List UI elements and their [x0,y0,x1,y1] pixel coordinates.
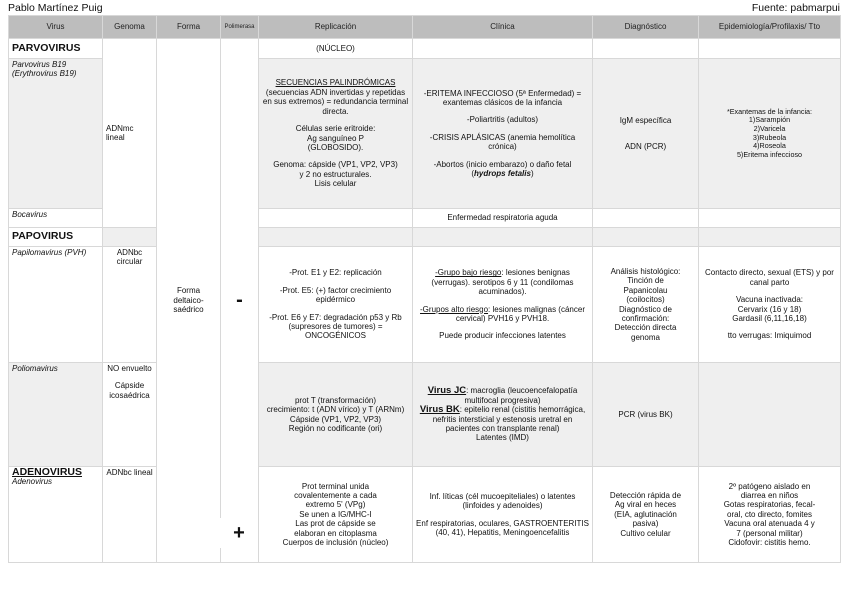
adeno-diagnosis: Detección rápida de Ag viral en heces (EIA, aglutinación pasiva) Cultivo celular [593,467,699,563]
page-header [8,2,840,15]
table-row [9,467,841,563]
polio-diagnosis: PCR (virus BK) [593,363,699,467]
parvo-genome: ADNmc lineal [103,39,157,228]
polimerasa-plus: + [220,518,258,548]
papi-genome: ADNbc circular [103,247,157,363]
col-genoma: Genoma [103,16,157,39]
virus-bocavirus: Bocavirus [9,209,103,228]
author-label: Pablo Martínez Puig [8,2,103,14]
col-virus: Virus [9,16,103,39]
virus-table [8,15,841,563]
virus-poliomavirus: Poliomavirus [9,363,103,467]
col-epidemiologia: Epidemiología/Profilaxis/ Tto [699,16,841,39]
adeno-clinic: Inf. líticas (cél mucoepiteliales) o latentes (linfoides y adenoides) Enf respiratorias, oculares, GASTROENTERITIS (40, 41), Hepatitis, Meningoencefalitis [413,467,593,563]
polimerasa-minus: - [221,39,259,563]
table-row [9,39,841,59]
papi-clinic: -Grupo bajo riesgo: lesiones benignas (verrugas). serotipos 6 y 11 (condilomas acuminados). -Grupos alto riesgo: lesiones malignas (cáncer cervical) PVH16 y PVH18. Puede producir infecciones latentes [413,247,593,363]
family-papovirus: PAPOVIRUS [9,228,103,247]
adeno-genome: ADNbc lineal [103,467,157,563]
col-polimerasa: Polimerasa [221,16,259,39]
papi-diagnosis: Análisis histológico: Tinción de Papanicolau (coilocitos) Diagnóstico de confirmación: Detección directa genoma [593,247,699,363]
col-diagnostico: Diagnóstico [593,16,699,39]
virus-papilomavirus: Papilomavirus (PVH) [9,247,103,363]
papi-epidemiology: Contacto directo, sexual (ETS) y por canal parto Vacuna inactivada: Cervarix (16 y 18) Gardasil (6,11,16,18) tto verrugas: Imiquimod [699,247,841,363]
table-row [9,363,841,467]
polio-replication: prot T (transformación) crecimiento: t (ADN vírico) y T (ARNm) Cápside (VP1, VP2, VP3) Región no codificante (ori) [259,363,413,467]
table-row [9,247,841,363]
source-label: Fuente: pabmarpui [751,2,840,14]
col-clinica: Clínica [413,16,593,39]
parvo-clinic: -ERITEMA INFECCIOSO (5ª Enfermedad) = exantemas clásicos de la infancia -Poliartritis (adultos) -CRISIS APLÁSICAS (anemia hemolítica crónica) -Abortos (inicio embarazo) o daño fetal (hydrops fetalis) [413,59,593,209]
boca-clinic: Enfermedad respiratoria aguda [413,209,593,228]
table-row [9,228,841,247]
papo-forma: NO envuelto Cápside icosaédrica [103,363,157,467]
virus-adenovirus: ADENOVIRUS Adenovirus [9,467,103,563]
polio-clinic: Virus JC: macroglia (leucoencefalopatía multifocal progresiva) Virus BK: epitelio renal (cistitis hemorrágica, nefritis intersticial y estenosis uretral en pacientes con transplante renal) Latentes (IMD) [413,363,593,467]
table-header-row [9,16,841,39]
parvo-replication: SECUENCIAS PALINDRÓMICAS (secuencias ADN invertidas y repetidas en sus extremos) = redundancia terminal directa. Células serie eritroide: Ag sanguíneo P (GLOBOSIDO). Genoma: cápside (VP1, VP2, VP3) y 2 no estructurales. Lisis celular [259,59,413,209]
parvo-epidemiology: *Exantemas de la infancia: 1)Sarampión 2)Varicela 3)Rubeola 4)Roseola 5)Eritema infeccioso [699,59,841,209]
adeno-replication: Prot terminal unida covalentemente a cada extremo 5' (VPg) Se unen a IG/MHC-I Las prot de cápside se elaboran en citoplasma Cuerpos de inclusión (núcleo) [259,467,413,563]
shared-forma: Forma deltaico- saédrico [157,39,221,563]
col-forma: Forma [157,16,221,39]
col-replicacion: Replicación [259,16,413,39]
adeno-epidemiology: 2º patógeno aislado en diarrea en niños Gotas respiratorias, fecal- oral, cto directo, fomites Vacuna oral atenuada 4 y 7 (personal militar) Cidofovir: cistitis hemo. [699,467,841,563]
parvo-diagnosis: IgM específica ADN (PCR) [593,59,699,209]
family-parvovirus: PARVOVIRUS [9,39,103,59]
rep-nucleo: (NÚCLEO) [259,39,413,59]
papi-replication: -Prot. E1 y E2: replicación -Prot. E5: (+) factor crecimiento epidérmico -Prot. E6 y E7: degradación p53 y Rb (supresores de tumores) = ONCOGÉNICOS [259,247,413,363]
virus-parvo-b19: Parvovirus B19 (Erythrovirus B19) [9,59,103,209]
